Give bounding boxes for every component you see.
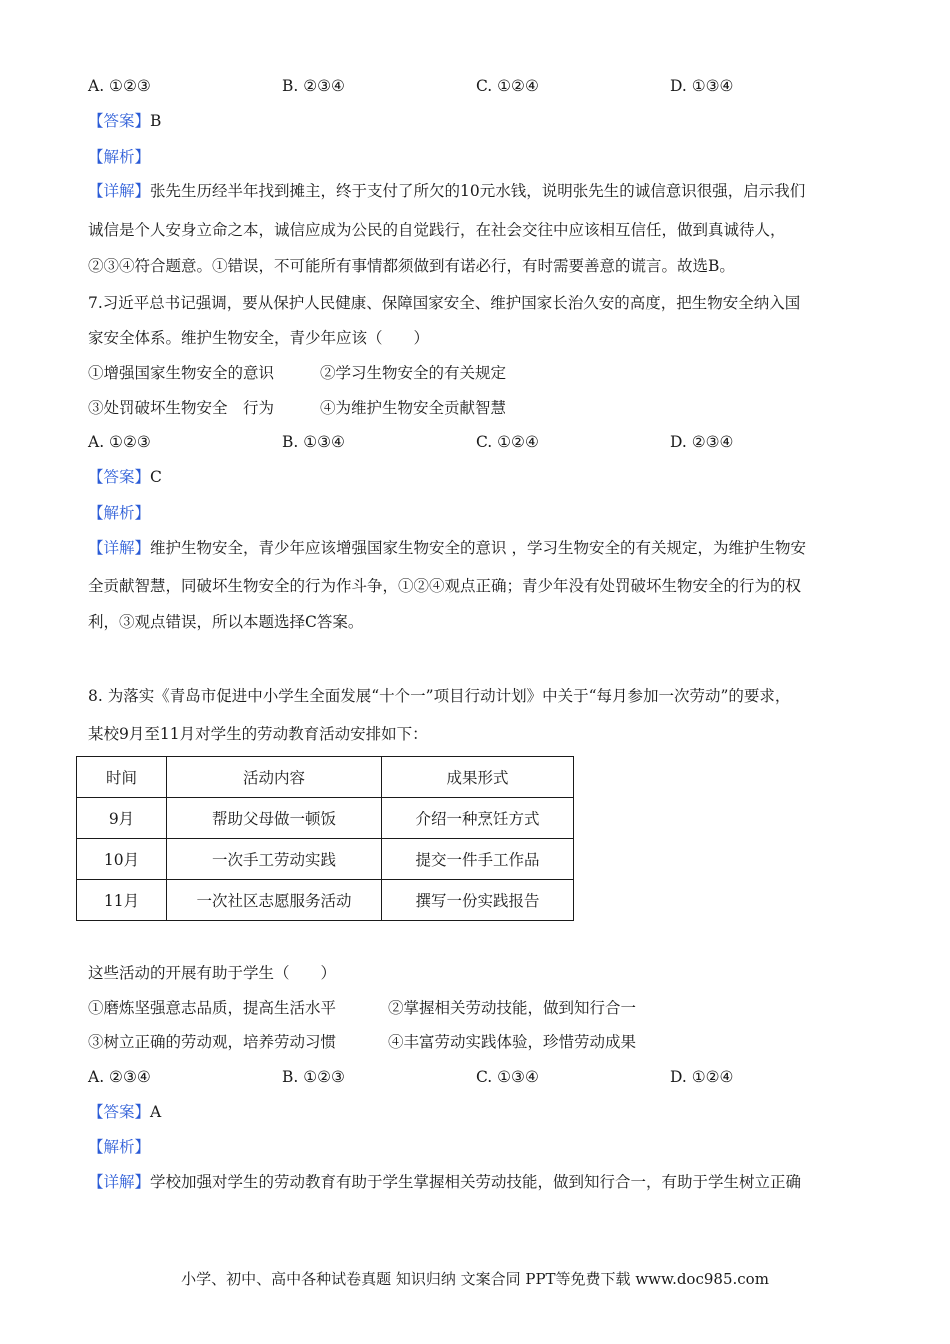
q6-detail-line-2: 诚信是个人安身立命之本，诚信应成为公民的自觉践行，在社会交往中应该相互信任，做到真诚待人， [88, 221, 786, 239]
q7-statement-3: ③处罚破坏生物安全 行为 [88, 399, 275, 417]
q8-analysis-tag: 【解析】 [88, 1138, 151, 1156]
q6-option-c: C. ①②④ [476, 77, 539, 95]
q8-option-b: B. ①②③ [282, 1068, 345, 1086]
answer-value: B [150, 112, 162, 130]
q7-option-d: D. ②③④ [670, 433, 734, 451]
table-cell: 10月 [77, 839, 167, 880]
table-cell: 11月 [77, 880, 167, 921]
table-cell: 撰写一份实践报告 [382, 880, 574, 921]
detail-text: 学校加强对学生的劳动教育有助于学生掌握相关劳动技能，做到知行合一，有助于学生树立正确 [150, 1173, 802, 1191]
detail-tag: 【详解】 [88, 539, 151, 557]
q7-stem-line-2: 家安全体系。维护生物安全，青少年应该（ ） [88, 329, 430, 347]
q7-detail-line-2: 全贡献智慧，同破坏生物安全的行为作斗争，①②④观点正确；青少年没有处罚破坏生物安全的行为的权 [88, 577, 802, 595]
q6-analysis-tag: 【解析】 [88, 148, 151, 166]
q8-statement-3: ③树立正确的劳动观，培养劳动习惯 [88, 1033, 337, 1051]
table-row [77, 880, 574, 921]
q7-analysis-tag: 【解析】 [88, 504, 151, 522]
table-cell: 一次社区志愿服务活动 [167, 880, 382, 921]
answer-value: A [150, 1103, 162, 1121]
q7-detail-line-1 [88, 538, 806, 558]
q7-statement-1: ①增强国家生物安全的意识 [88, 364, 275, 382]
q8-question: 这些活动的开展有助于学生（ ） [88, 964, 337, 982]
table-row [77, 839, 574, 880]
table-cell: 一次手工劳动实践 [167, 839, 382, 880]
answer-tag: 【答案】 [88, 112, 151, 130]
q8-detail-line-1 [88, 1172, 801, 1192]
q6-option-d: D. ①③④ [670, 77, 734, 95]
q7-option-c: C. ①②④ [476, 433, 539, 451]
q6-detail-line-1 [88, 181, 805, 201]
q7-stem-line-1: 7.习近平总书记强调，要从保护人民健康、保障国家安全、维护国家长治久安的高度，把生物安全纳入国 [88, 294, 801, 312]
table-header-cell: 成果形式 [382, 757, 574, 798]
q8-stem-line-2: 某校9月至11月对学生的劳动教育活动安排如下： [88, 725, 428, 743]
answer-tag: 【答案】 [88, 1103, 151, 1121]
q6-option-a: A. ①②③ [88, 77, 151, 95]
labor-activity-table [76, 756, 574, 921]
q6-option-b: B. ②③④ [282, 77, 345, 95]
q8-option-a: A. ②③④ [88, 1068, 151, 1086]
table-cell: 帮助父母做一顿饭 [167, 798, 382, 839]
q7-statement-2: ②学习生物安全的有关规定 [320, 364, 507, 382]
q8-statement-1: ①磨炼坚强意志品质，提高生活水平 [88, 999, 337, 1017]
q7-option-a: A. ①②③ [88, 433, 151, 451]
q8-option-c: C. ①③④ [476, 1068, 539, 1086]
q6-answer [88, 111, 161, 131]
table-header-cell: 活动内容 [167, 757, 382, 798]
q8-option-d: D. ①②④ [670, 1068, 734, 1086]
q7-option-b: B. ①③④ [282, 433, 345, 451]
detail-text: 维护生物安全，青少年应该增强国家生物安全的意识 ，学习生物安全的有关规定，为维护生物安 [150, 539, 806, 557]
q8-statement-2: ②掌握相关劳动技能，做到知行合一 [388, 999, 637, 1017]
table-cell: 9月 [77, 798, 167, 839]
detail-tag: 【详解】 [88, 1173, 151, 1191]
page-footer: 小学、初中、高中各种试卷真题 知识归纳 文案合同 PPT等免费下载 www.doc985.com [181, 1270, 769, 1288]
table-cell: 提交一件手工作品 [382, 839, 574, 880]
table-cell: 介绍一种烹饪方式 [382, 798, 574, 839]
q6-detail-line-3: ②③④符合题意。①错误，不可能所有事情都须做到有诺必行，有时需要善意的谎言。故选B。 [88, 257, 735, 275]
detail-text: 张先生历经半年找到摊主，终于支付了所欠的10元水钱，说明张先生的诚信意识很强，启示我们 [150, 182, 806, 200]
q8-answer [88, 1102, 161, 1122]
q7-statement-4: ④为维护生物安全贡献智慧 [320, 399, 507, 417]
answer-value: C [150, 468, 162, 486]
answer-tag: 【答案】 [88, 468, 151, 486]
table-header-row [77, 757, 574, 798]
q7-answer [88, 467, 162, 487]
q8-stem-line-1: 8. 为落实《青岛市促进中小学生全面发展“十个一”项目行动计划》中关于“每月参加一次劳动”的要求， [88, 687, 791, 705]
q8-statement-4: ④丰富劳动实践体验，珍惜劳动成果 [388, 1033, 637, 1051]
detail-tag: 【详解】 [88, 182, 151, 200]
table-header-cell: 时间 [77, 757, 167, 798]
q7-detail-line-3: 利，③观点错误，所以本题选择C答案。 [88, 613, 364, 631]
table-row [77, 798, 574, 839]
